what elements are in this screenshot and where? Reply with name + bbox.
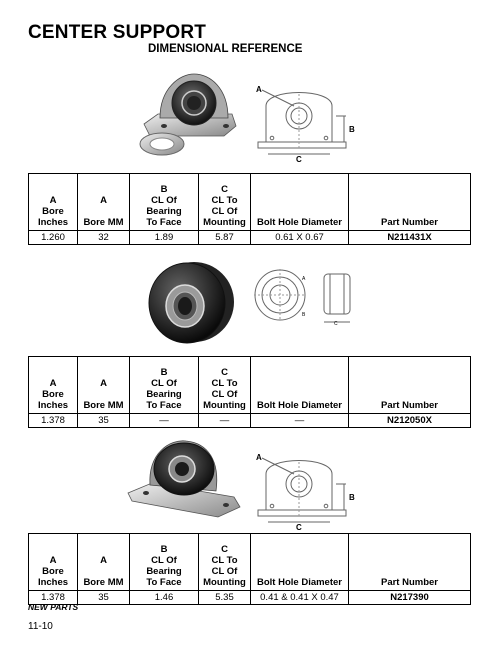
col-header-bore-mm: A Bore MM (78, 357, 130, 414)
col-header-cl-bearing: B CL Of Bearing To Face (130, 534, 199, 591)
table-header-row (29, 534, 471, 591)
cell-bore-inches: 1.378 (29, 414, 78, 428)
col-header-cl-bearing: B CL Of Bearing To Face (130, 357, 199, 414)
dimension-diagram-2 (254, 268, 366, 334)
cell-cl-mounting: 5.35 (199, 591, 251, 605)
col-header-bore-mm: A Bore MM (78, 174, 130, 231)
col-header-part-number: Part Number (349, 174, 471, 231)
cell-cl-bearing: 1.89 (130, 231, 199, 245)
diagram-label-c: C (296, 155, 302, 164)
diagram-label-b: B (349, 125, 355, 134)
cell-cl-bearing: 1.46 (130, 591, 199, 605)
cell-bore-mm: 32 (78, 231, 130, 245)
cell-part-number: N217390 (349, 591, 471, 605)
cell-bolt-hole: 0.41 & 0.41 X 0.47 (251, 591, 349, 605)
cell-cl-mounting: 5.87 (199, 231, 251, 245)
dimension-diagram-3 (254, 452, 362, 532)
cell-bore-inches: 1.260 (29, 231, 78, 245)
cell-part-number: N212050X (349, 414, 471, 428)
col-header-bolt-hole: Bolt Hole Diameter (251, 534, 349, 591)
page-title: CENTER SUPPORT (28, 22, 207, 43)
new-parts-note: NEW PARTS (28, 602, 79, 612)
cell-bore-mm: 35 (78, 591, 130, 605)
cell-bolt-hole: 0.61 X 0.67 (251, 231, 349, 245)
col-header-bolt-hole: Bolt Hole Diameter (251, 357, 349, 414)
bearing-photo-3 (122, 435, 244, 527)
diagram-label-c: C (296, 523, 302, 532)
cell-part-number: N211431X (349, 231, 471, 245)
cell-bore-inches: 1.378 (29, 591, 78, 605)
page-number: 11-10 (28, 621, 53, 632)
col-header-part-number: Part Number (349, 357, 471, 414)
col-header-bolt-hole: Bolt Hole Diameter (251, 174, 349, 231)
cell-cl-bearing: — (130, 414, 199, 428)
table-row (29, 591, 471, 605)
diagram-label-a: A (256, 85, 262, 94)
col-header-bore-inches: A Bore Inches (29, 534, 78, 591)
dimension-diagram-1 (254, 84, 362, 164)
table-row (29, 231, 471, 245)
diagram-label-a: A (302, 276, 306, 282)
cell-bolt-hole: — (251, 414, 349, 428)
col-header-bore-inches: A Bore Inches (29, 174, 78, 231)
col-header-cl-mounting: C CL To CL Of Mounting (199, 174, 251, 231)
diagram-label-a: A (256, 453, 262, 462)
bearing-photo-2 (142, 258, 237, 348)
cell-cl-mounting: — (199, 414, 251, 428)
col-header-bore-inches: A Bore Inches (29, 357, 78, 414)
spec-table-1 (28, 173, 471, 245)
diagram-label-b: B (349, 493, 355, 502)
bearing-photo-1 (132, 66, 247, 166)
diagram-label-b: B (302, 312, 306, 318)
col-header-cl-mounting: C CL To CL Of Mounting (199, 357, 251, 414)
col-header-part-number: Part Number (349, 534, 471, 591)
diagram-label-c: C (334, 321, 338, 327)
table-header-row (29, 174, 471, 231)
col-header-cl-mounting: C CL To CL Of Mounting (199, 534, 251, 591)
table-row (29, 414, 471, 428)
page-subtitle: DIMENSIONAL REFERENCE (148, 43, 303, 55)
spec-table-3 (28, 533, 471, 605)
cell-bore-mm: 35 (78, 414, 130, 428)
table-header-row (29, 357, 471, 414)
col-header-bore-mm: A Bore MM (78, 534, 130, 591)
spec-table-2 (28, 356, 471, 428)
col-header-cl-bearing: B CL Of Bearing To Face (130, 174, 199, 231)
